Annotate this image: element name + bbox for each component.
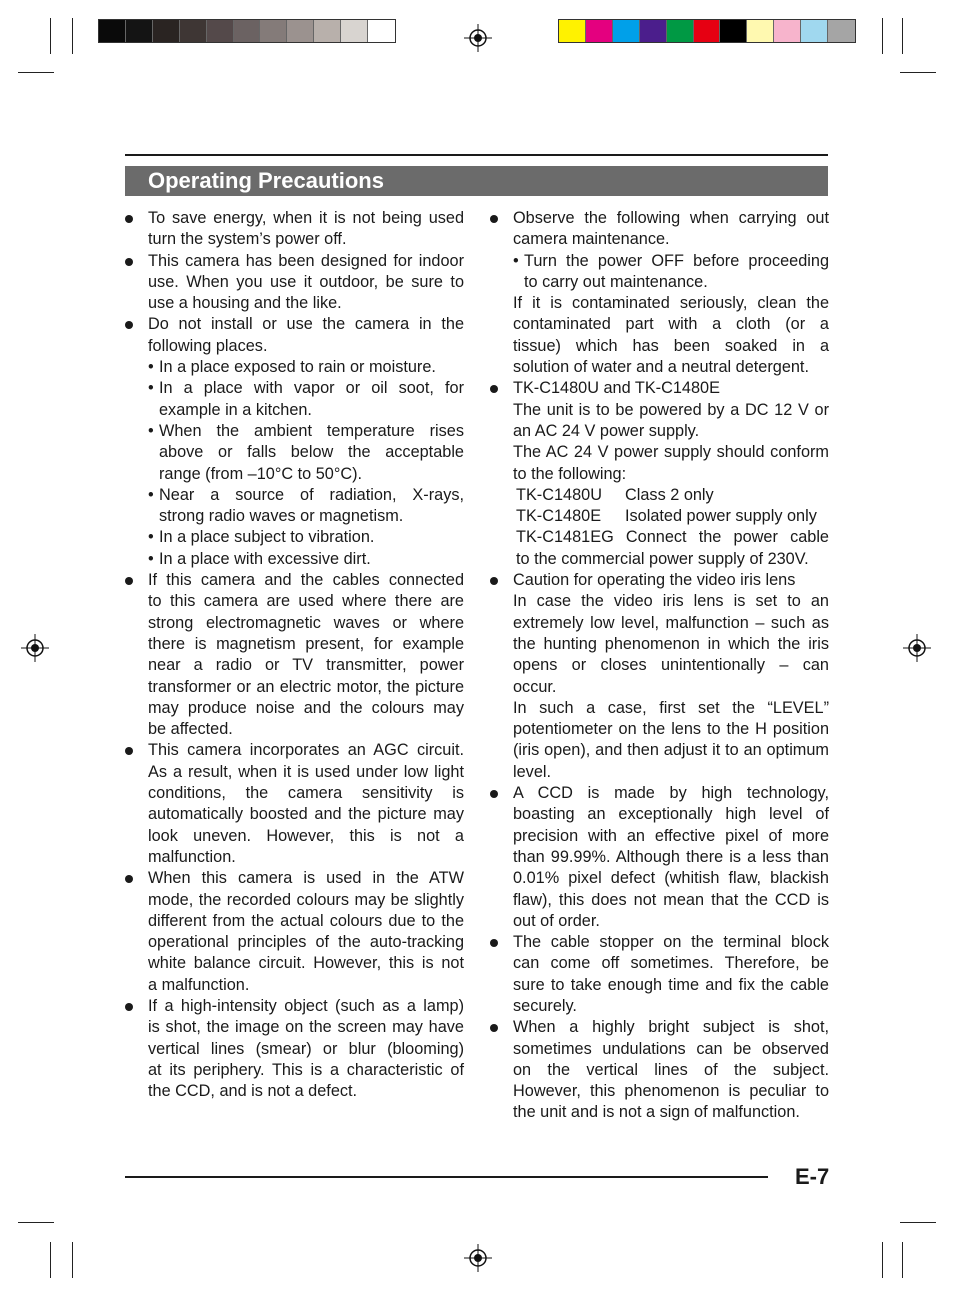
- text-line: than 99.99%. Although there is a less than: [513, 847, 829, 866]
- sub-list-line: [148, 549, 464, 570]
- color-swatch: [640, 20, 667, 42]
- sub-list-text: Turn the power OFF before proceeding: [524, 251, 829, 270]
- model-name: TK-C1480U: [516, 485, 602, 504]
- crop-mark: [18, 1222, 54, 1223]
- text-line: However, this phenomenon is peculiar to: [513, 1082, 829, 1101]
- text-line: can come off sometimes. Therefore, be: [513, 954, 829, 973]
- text-line: strong electromagnetic waves or where: [148, 613, 464, 632]
- list-item: [489, 932, 829, 1017]
- sub-list-text: example in a kitchen.: [159, 400, 312, 419]
- text-line: The unit is to be powered by a DC 12 V or: [513, 400, 829, 419]
- text-line: at its periphery. This is a characteristic of: [148, 1060, 464, 1079]
- text-line: to the commercial power supply of 230V.: [516, 549, 809, 568]
- color-swatch: [586, 20, 613, 42]
- color-swatch: [234, 20, 261, 42]
- text-line: This camera incorporates an AGC circuit.: [148, 741, 464, 760]
- model-name: TK-C1480E: [516, 507, 602, 526]
- list-item: [124, 996, 464, 1102]
- sub-list-line: [148, 378, 464, 399]
- text-line: white balance circuit. However, this is not: [148, 954, 464, 973]
- bullet-dot-icon: [490, 1024, 498, 1032]
- text-line: an AC 24 V power supply.: [513, 421, 700, 440]
- text-line: As a result, when it is used under low light: [148, 762, 464, 781]
- text-line: (iris open), and then adjust it to an optimum: [513, 741, 829, 760]
- text-line: contaminated part with a cloth (or a: [513, 315, 829, 334]
- text-line: conditions, the camera sensitivity is: [148, 784, 464, 803]
- text-line: potentiometer on the lens to the H position: [513, 720, 829, 739]
- sub-list-line: [148, 527, 464, 548]
- text-line: Caution for operating the video iris lens: [513, 571, 796, 590]
- page-title: Operating Precautions: [148, 168, 384, 193]
- text-line: sometimes undulations can be observed: [513, 1039, 829, 1058]
- list-item: [489, 570, 829, 783]
- registration-mark-icon: [21, 634, 49, 662]
- color-swatch: [613, 20, 640, 42]
- color-swatch: [667, 20, 694, 42]
- crop-mark: [900, 72, 936, 73]
- bullet-dot-icon: [490, 577, 498, 585]
- bullet-dot-icon: [490, 790, 498, 798]
- sub-list-line: [148, 421, 464, 442]
- page-number: E-7: [795, 1164, 830, 1189]
- text-line: If this camera and the cables connected: [148, 571, 464, 590]
- list-item: [489, 378, 829, 570]
- sub-list-line: [148, 357, 464, 378]
- color-swatch: [828, 20, 855, 42]
- text-line: is shot, the image on the screen may have: [148, 1018, 464, 1037]
- sub-bullet: •: [148, 549, 154, 568]
- sub-list-text: above or falls below the acceptable: [159, 443, 464, 462]
- bullet-dot-icon: [490, 215, 498, 223]
- sub-list-text: In a place subject to vibration.: [159, 528, 375, 547]
- header-rule: [125, 154, 828, 156]
- text-line: different from the actual colours due to the: [148, 911, 464, 930]
- text-line: to this camera are used where there are: [148, 592, 464, 611]
- text-line: mode, the recorded colours may be slightly: [148, 890, 464, 909]
- text-line: 0.01% pixel defect (whitish flaw, blackish: [513, 869, 829, 888]
- sub-list-line: [148, 464, 464, 485]
- sub-list-line: [148, 442, 464, 463]
- text-line: look uneven. However, this is not a: [148, 826, 464, 845]
- text-line: operational principles of the auto-tracking: [148, 933, 464, 952]
- list-item: [124, 251, 464, 315]
- text-line: near a radio or TV transmitter, power: [148, 656, 464, 675]
- text-line: The cable stopper on the terminal block: [513, 933, 829, 952]
- text-line: precision with an effective pixel of more: [513, 826, 829, 845]
- text-line: Do not install or use the camera in the: [148, 315, 464, 334]
- color-swatch: [801, 20, 828, 42]
- power-table-row: [513, 506, 829, 527]
- power-table-row: [513, 485, 829, 506]
- color-swatch: [720, 20, 747, 42]
- sub-list-line: [148, 506, 464, 527]
- text-line: automatically boosted and the picture may: [148, 805, 464, 824]
- text-line: transformer or an electric motor, the picture: [148, 677, 464, 696]
- bullet-dot-icon: [490, 939, 498, 947]
- color-swatch: [559, 20, 586, 42]
- registration-mark-icon: [903, 634, 931, 662]
- list-item: [124, 740, 464, 868]
- bullet-dot-icon: [490, 385, 498, 393]
- text-line: use a housing and the like.: [148, 294, 342, 313]
- text-line: If it is contaminated seriously, clean the: [513, 294, 829, 313]
- sub-list-text: Near a source of radiation, X-rays,: [159, 485, 464, 504]
- text-line: sure to take enough time and fix the cable: [513, 975, 829, 994]
- text-line: following places.: [148, 336, 268, 355]
- sub-list-text: In a place with excessive dirt.: [159, 549, 371, 568]
- text-line: A CCD is made by high technology,: [513, 784, 829, 803]
- text-line: out of order.: [513, 911, 600, 930]
- crop-mark: [72, 1242, 73, 1278]
- grayscale-calibration-bar: [98, 19, 396, 43]
- list-item: [489, 208, 829, 378]
- text-line: TK-C1480U and TK-C1480E: [513, 379, 720, 398]
- crop-mark: [882, 18, 883, 54]
- bullet-dot-icon: [125, 577, 133, 585]
- color-swatch: [207, 20, 234, 42]
- sub-list-line: [148, 485, 464, 506]
- color-swatch: [126, 20, 153, 42]
- sub-list-text: In a place with vapor or oil soot, for: [159, 379, 464, 398]
- sub-bullet: •: [148, 379, 154, 398]
- text-line: to the following:: [513, 464, 627, 483]
- registration-mark-icon: [464, 1244, 492, 1272]
- sub-list-line: [513, 272, 829, 293]
- color-swatch: [99, 20, 126, 42]
- crop-mark: [18, 72, 54, 73]
- section-title-bar: [125, 166, 828, 196]
- sub-list-text: When the ambient temperature rises: [159, 421, 464, 440]
- text-line: there is magnetism present, for example: [148, 634, 464, 653]
- crop-mark: [50, 1242, 51, 1278]
- text-line: The AC 24 V power supply should conform: [513, 443, 829, 462]
- text-line: In such a case, first set the “LEVEL”: [513, 698, 829, 717]
- crop-mark: [50, 18, 51, 54]
- text-line: In case the video iris lens is set to an: [513, 592, 829, 611]
- text-line: on the vertical lines of the subject.: [513, 1060, 829, 1079]
- sub-list-text: to carry out maintenance.: [524, 272, 708, 291]
- list-item: [489, 783, 829, 932]
- bullet-dot-icon: [125, 1003, 133, 1011]
- power-spec: Isolated power supply only: [625, 507, 817, 526]
- left-column: [124, 208, 464, 1102]
- bullet-dot-icon: [125, 321, 133, 329]
- color-swatch: [180, 20, 207, 42]
- text-line: When this camera is used in the ATW: [148, 869, 464, 888]
- text-line: level.: [513, 762, 552, 781]
- color-swatch: [694, 20, 721, 42]
- sub-list-line: [513, 251, 829, 272]
- text-line: opens or closes unintentionally – can: [513, 656, 829, 675]
- text-line: occur.: [513, 677, 557, 696]
- color-swatch: [287, 20, 314, 42]
- text-line: Observe the following when carrying out: [513, 209, 829, 227]
- text-line: use. When you use it outdoor, be sure to: [148, 272, 464, 291]
- color-swatch: [153, 20, 180, 42]
- bullet-dot-icon: [125, 215, 133, 223]
- text-line: securely.: [513, 996, 577, 1015]
- color-swatch: [747, 20, 774, 42]
- text-line: tissue) which has been soaked in a: [513, 336, 829, 355]
- bullet-dot-icon: [125, 875, 133, 883]
- text-line: To save energy, when it is not being used: [148, 209, 464, 227]
- color-swatch: [774, 20, 801, 42]
- text-line: the hunting phenomenon in which the iris: [513, 634, 829, 653]
- text-line: camera maintenance.: [513, 230, 670, 249]
- bullet-dot-icon: [125, 258, 133, 266]
- sub-list-text: In a place exposed to rain or moisture.: [159, 358, 436, 377]
- text-line: vertical lines (smear) or blur (blooming): [148, 1039, 464, 1058]
- text-line: the unit and is not a sign of malfunction.: [513, 1103, 800, 1122]
- text-line: If a high-intensity object (such as a lamp): [148, 996, 464, 1015]
- text-line: the CCD, and is not a defect.: [148, 1082, 358, 1101]
- right-column: [489, 208, 829, 1124]
- sub-bullet: •: [148, 358, 154, 377]
- text-line: TK-C1481EG Connect the power cable: [516, 528, 829, 547]
- sub-bullet: •: [148, 421, 154, 440]
- sub-bullet: •: [513, 251, 519, 270]
- crop-mark: [72, 18, 73, 54]
- crop-mark: [882, 1242, 883, 1278]
- text-line: flaw), this does not mean that the CCD is: [513, 890, 829, 909]
- sub-bullet: •: [148, 528, 154, 547]
- power-spec: Class 2 only: [625, 485, 714, 504]
- list-item: [124, 570, 464, 740]
- crop-mark: [900, 1222, 936, 1223]
- text-line: a malfunction.: [148, 975, 250, 994]
- color-calibration-bar: [558, 19, 856, 43]
- sub-list-line: [148, 400, 464, 421]
- sub-bullet: •: [148, 485, 154, 504]
- color-swatch: [341, 20, 368, 42]
- text-line: This camera has been designed for indoor: [148, 251, 464, 270]
- text-line: solution of water and a neutral detergent.: [513, 358, 809, 377]
- sub-list-text: strong radio waves or magnetism.: [159, 507, 404, 526]
- text-line: malfunction.: [148, 847, 236, 866]
- color-swatch: [368, 20, 395, 42]
- list-item: [124, 868, 464, 996]
- text-line: be affected.: [148, 720, 233, 739]
- color-swatch: [260, 20, 287, 42]
- list-item: [124, 314, 464, 570]
- text-line: extremely low level, malfunction – such as: [513, 613, 829, 632]
- text-line: may produce noise and the colours may: [148, 698, 464, 717]
- footer-rule: [125, 1176, 768, 1178]
- crop-mark: [902, 1242, 903, 1278]
- list-item: [124, 208, 464, 251]
- text-line: boasting an exceptionally high level of: [513, 805, 829, 824]
- text-line: turn the system’s power off.: [148, 230, 347, 249]
- registration-mark-icon: [464, 24, 492, 52]
- text-line: When a highly bright subject is shot,: [513, 1018, 829, 1037]
- crop-mark: [902, 18, 903, 54]
- list-item: [489, 1017, 829, 1123]
- color-swatch: [314, 20, 341, 42]
- sub-list-text: range (from –10°C to 50°C).: [159, 464, 363, 483]
- bullet-dot-icon: [125, 747, 133, 755]
